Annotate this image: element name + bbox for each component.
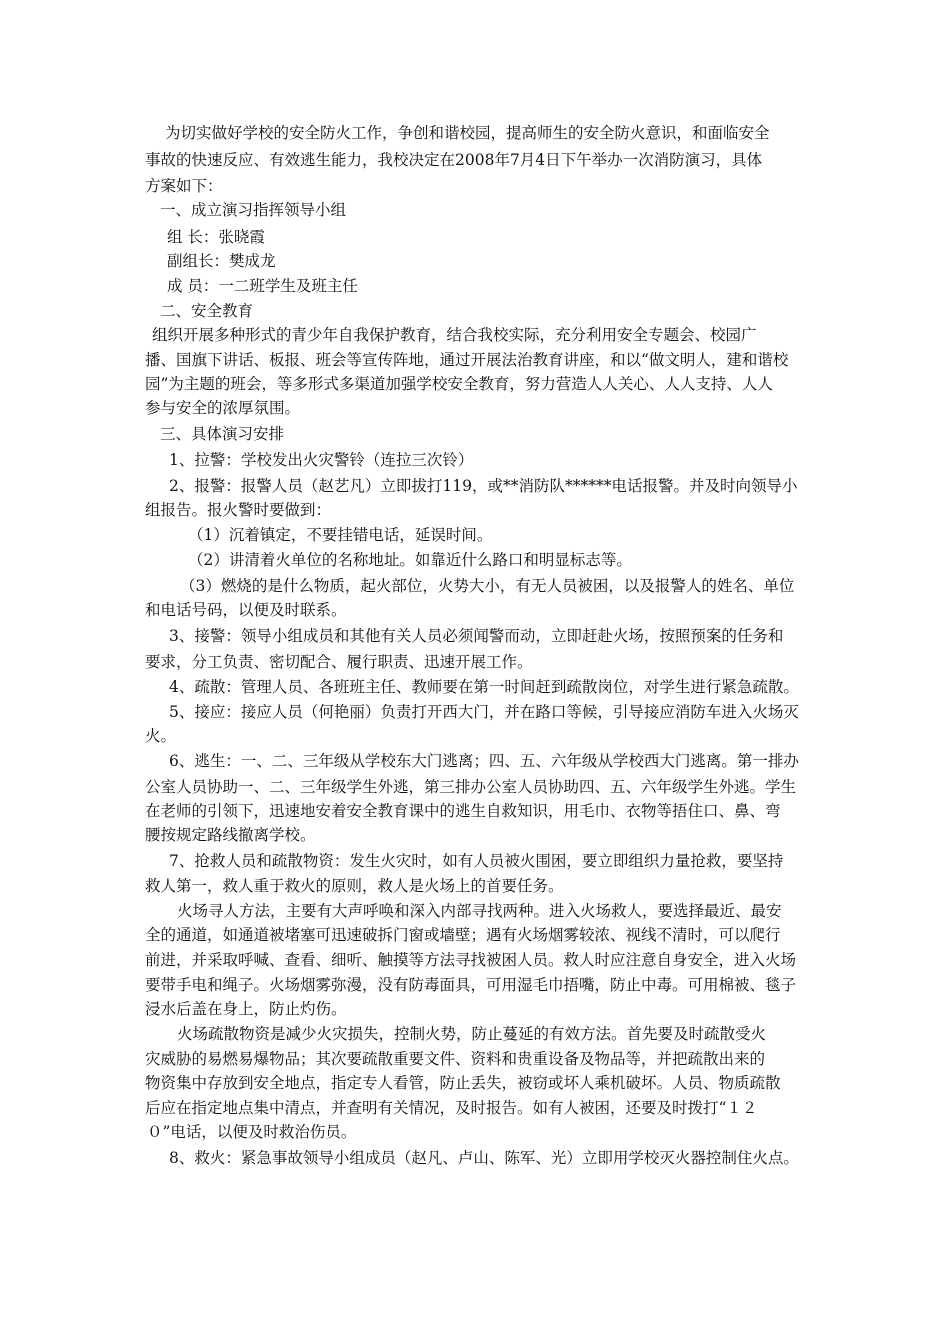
search-method-line-4: 要带手电和绳子。火场烟雾弥漫，没有防毒面具，可用湿毛巾捂嘴，防止中毒。可用棉被、毯子: [145, 976, 797, 994]
step-4-line: 4、疏散：管理人员、各班班主任、教师要在第一时间赶到疏散岗位，对学生进行紧急疏散。: [169, 678, 799, 696]
step-2-line-2: 组报告。报火警时要做到：: [145, 501, 332, 519]
deputy-leader-line: 副组长：樊成龙: [167, 252, 276, 270]
step-6-line-1: 6、逃生：一、二、三年级从学校东大门逃离；四、五、六年级从学校西大门逃离。第一排办: [169, 752, 799, 770]
intro-line-2: 事故的快速反应、有效逃生能力，我校决定在2008年7月4日下午举办一次消防演习，具体: [145, 151, 763, 169]
search-method-line-5: 浸水后盖在身上，防止灼伤。: [145, 1000, 347, 1018]
education-line-4: 参与安全的浓厚氛围。: [145, 399, 301, 417]
step-2-line-1: 2、报警：报警人员（赵艺凡）立即拔打119，或**消防队******电话报警。并及时向领导小: [169, 477, 798, 495]
step-5-line-2: 火。: [145, 727, 177, 745]
section-heading-3: 三、具体演习安排: [160, 425, 285, 443]
report-item-2: （2）讲清着火单位的名称地址。如靠近什么路口和明显标志等。: [188, 551, 632, 569]
step-6-line-3: 在老师的引领下，迅速地安着安全教育课中的逃生自救知识，用毛巾、衣物等捂住口、鼻、弯: [145, 802, 781, 820]
evacuation-line-1: 火场疏散物资是减少火灾损失，控制火势，防止蔓延的有效方法。首先要及时疏散受火: [177, 1025, 767, 1043]
step-6-line-4: 腰按规定路线撤离学校。: [145, 826, 316, 844]
step-8-line: 8、救火：紧急事故领导小组成员（赵凡、卢山、陈军、光）立即用学校灭火器控制住火点。: [169, 1149, 799, 1167]
report-item-3-line-1: （3）燃烧的是什么物质，起火部位，火势大小，有无人员被困，以及报警人的姓名、单位: [180, 577, 795, 595]
members-line: 成 员：一二班学生及班主任: [167, 277, 358, 295]
search-method-line-3: 前进，并采取呼喊、查看、细听、触摸等方法寻找被困人员。救人时应注意自身安全，进入火场: [145, 951, 797, 969]
report-item-1: （1）沉着镇定，不要挂错电话，延误时间。: [188, 526, 493, 544]
intro-line-3: 方案如下：: [145, 177, 223, 195]
step-1-line: 1、拉警：学校发出火灾警铃（连拉三次铃）: [169, 451, 474, 469]
leader-line: 组 长：张晓霞: [167, 228, 265, 246]
section-heading-1: 一、成立演习指挥领导小组: [160, 201, 347, 219]
search-method-line-1: 火场寻人方法，主要有大声呼唤和深入内部寻找两种。进入火场救人，要选择最近、最安: [177, 902, 782, 920]
evacuation-line-4: 后应在指定地点集中清点，并查明有关情况，及时报告。如有人被困，还要及时拨打“１２: [145, 1099, 758, 1117]
search-method-line-2: 全的通道，如通道被堵塞可迅速破拆门窗或墙壁；遇有火场烟雾较浓、视线不清时，可以爬行: [145, 926, 781, 944]
report-item-3-line-2: 和电话号码，以便及时联系。: [145, 601, 347, 619]
step-7-line-1: 7、抢救人员和疏散物资：发生火灾时，如有人员被火围困，要立即组织力量抢救，要坚持: [169, 852, 784, 870]
evacuation-line-3: 物资集中存放到安全地点，指定专人看管，防止丢失，被窃或坏人乘机破坏。人员、物质疏散: [145, 1074, 781, 1092]
evacuation-line-5: ０”电话，以便及时救治伤员。: [147, 1123, 357, 1141]
step-3-line-1: 3、接警：领导小组成员和其他有关人员必须闻警而动，立即赶赴火场，按照预案的任务和: [169, 627, 784, 645]
section-heading-2: 二、安全教育: [160, 302, 254, 320]
step-6-line-2: 公室人员协助一、二、三年级学生外逃，第三排办公室人员协助四、五、六年级学生外逃。学生: [145, 778, 797, 796]
step-5-line-1: 5、接应：接应人员（何艳丽）负责打开西大门，并在路口等候，引导接应消防车进入火场灭: [169, 703, 799, 721]
evacuation-line-2: 灾威胁的易燃易爆物品；其次要疏散重要文件、资料和贵重设备及物品等，并把疏散出来的: [145, 1050, 766, 1068]
education-line-1: 组织开展多种形式的青少年自我保护教育，结合我校实际，充分利用安全专题会、校园广: [152, 326, 757, 344]
intro-line-1: 为切实做好学校的安全防火工作，争创和谐校园，提高师生的安全防火意识，和面临安全: [165, 124, 770, 142]
step-7-line-2: 救人第一，救人重于救火的原则，救人是火场上的首要任务。: [145, 877, 564, 895]
education-line-3: 园”为主题的班会，等多形式多渠道加强学校安全教育，努力营造人人关心、人人支持、人人: [145, 375, 773, 393]
education-line-2: 播、国旗下讲话、板报、班会等宣传阵地，通过开展法治教育讲座，和以“做文明人，建和谐校: [145, 351, 789, 369]
step-3-line-2: 要求，分工负责、密切配合、履行职责、迅速开展工作。: [145, 653, 533, 671]
